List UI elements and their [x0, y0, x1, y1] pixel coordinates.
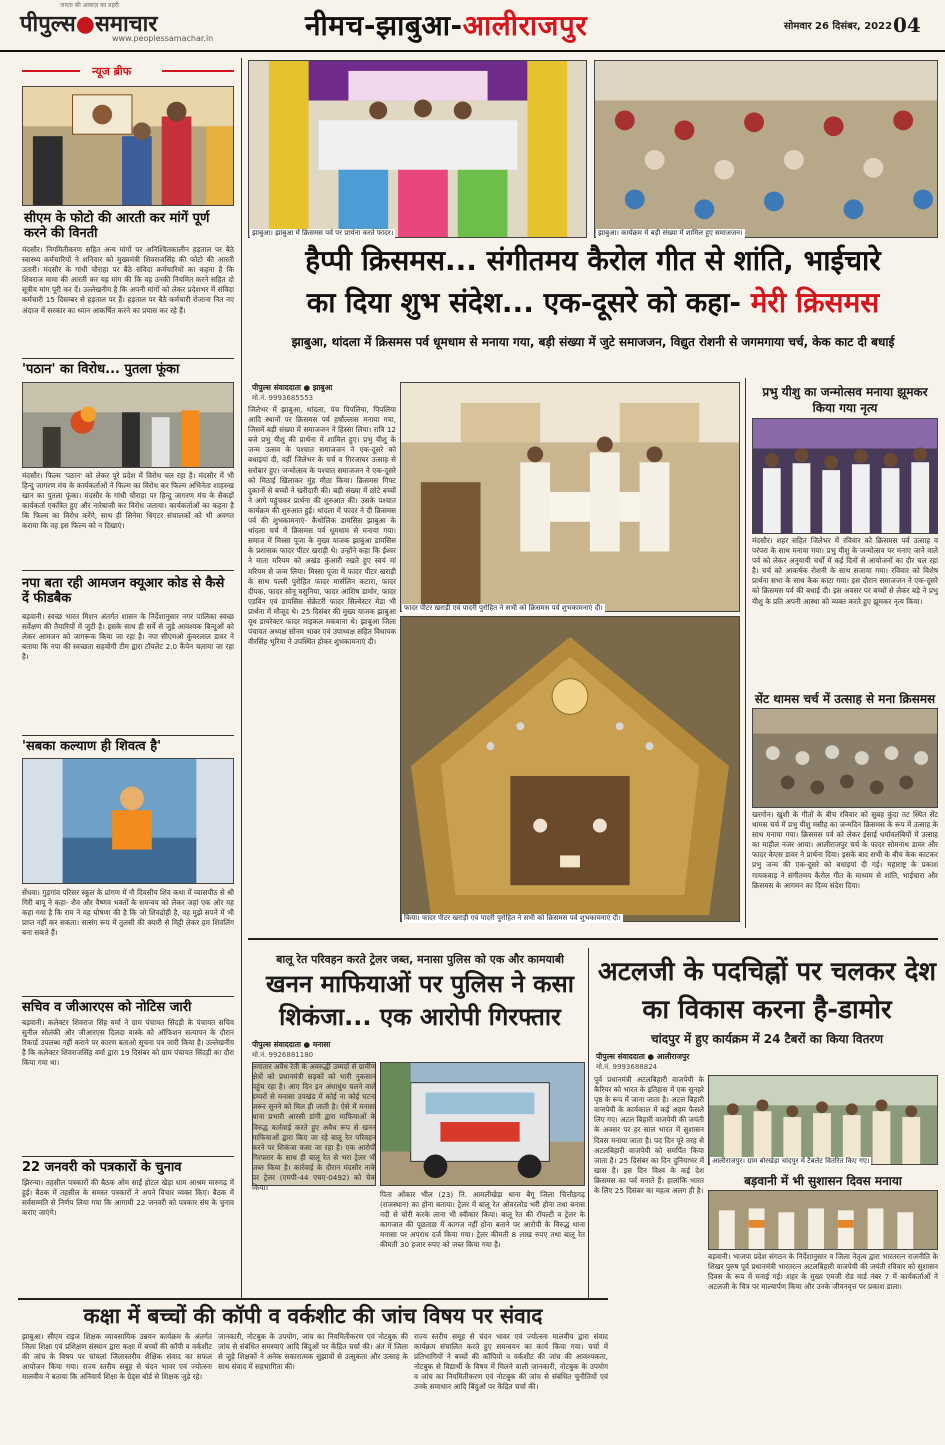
cm-photo-aarti [22, 86, 234, 206]
truck-photo [380, 1062, 585, 1186]
nativity-crib-photo [400, 616, 740, 922]
christmas-byline: पीपुल्स संवाददाता ● झाबुआ [252, 383, 333, 392]
pathan-protest-photo [22, 382, 234, 468]
separator [22, 735, 234, 736]
page-number: 04 [893, 13, 921, 37]
bottom-headline: कक्षा में बच्चों की कॉपी व वर्कशीट की जांच विषय पर संवाद [83, 1304, 543, 1328]
story-cm-body: मंदसौर। निगमितीकरण सहित अन्य मांगों पर अनिश्चितकालीन हड़ताल पर बैठे स्वास्थ्य कर्मचारियों ने शनिवार को मुख्यमंत्री शिवराजसिंह की फोटो की आरती उतारी। मंदसौर के गांधी चौराहा पर बैठे संविदा कर्मचारियों का कहना है कि शिवराज मामा की आरती कर यह मांग की कि वह उनकी नियमित करने सहित दो सूत्रीय मांग पूरी कर दें। उल्लेखनीय है कि अपनी मांगों को लेकर प्रदेशभर में संविदा कर्मचारी 15 दिसम्बर से हड़ताल पर हैं। हड़ताल पर बैठे कर्मचारी रोजाना नित नए अंदाज में सरकार का ध्यान आकर्षित करने का प्रयास कर रहे हैं। [22, 245, 234, 315]
shiv-katha-photo [22, 758, 234, 884]
column-rule [745, 378, 746, 928]
story-notice-body: बड़वानी। कलेक्टर शिवराज सिंह वर्मा ने ग्राम पंचायत सिंदड़ी के पंचायत सचिव सुनील सोलंकी और जीआरएस दिलदा वास्के को ऑफिशन सत्यापन के दौरान रिकार्ड उपलब्ध नहीं कराने पर कारण बताओ सूचना पत्र जारी किया है। उल्लेखनीय है कि कलेक्टर शिवराजसिंह वर्मा द्वारा 19 दिसंबर को ग्राम पंचायत सिंदड़ी का दौरा किया गया था। [22, 1018, 234, 1068]
section-title: नीमच-झाबुआ-आलीराजपुर [305, 9, 588, 42]
christmas-mobile: मो.नं. 9993685553 [252, 394, 314, 402]
column-rule [588, 948, 589, 1298]
atal-body-left: पूर्व प्रधानमंत्री अटलबिहारी वाजपेयी के कैरियर को भारत के इतिहास में एक सुनहरे पृष्ठ के रूप में जाना जाता है। अटल बिहारी वाजपेयी के कार्यकाल में कई अहम फैसले लिए गए। अटल बिहारी वाजपेयी की जयंती के अवसर पर हर साल भारत में सुशासन दिवस मनाया जाता है। पद दिन पूरे तरह से अटलबिहारी वाजपेयी को समर्पित किया जाता है। 25 दिसंबर का दिन दुनियाभर में खास है। इस दिन विश्व के कई देश क्रिसमस का पर्व मनाते हैं। हालांकि भारत के लिए 25 दिसंबर का महत्व अलग ही है। [594, 1075, 704, 1196]
story-pathan-headline: 'पठान' का विरोध... पुतला फूंका [22, 362, 180, 377]
caption-center-2: किया। फादर पीटर खराड़ी एवं पादरी पुरोहित ने सभी को क्रिसमस पर्व शुभकामनाएं दी। [404, 914, 621, 922]
column-rule [241, 58, 242, 1298]
newspaper-logo: पीपुल्स●समाचार [20, 11, 158, 37]
sushasan-headline: बड़वानी में भी सुशासन दिवस मनाया [744, 1174, 902, 1188]
christmas-deck: झाबुआ, थांदला में क्रिसमस पर्व धूमधाम से मनाया गया, बड़ी संख्या में जुटे समाजजन, विद्युत रोशनी से जगमगाया चर्च, केक काट दी बधाई [291, 335, 895, 349]
story-pathan-body: मंदसौर। फिल्म 'पठान' को लेकर पूरे प्रदेश में विरोध चल रहा है। मंदसौर में भी हिन्दु जागरण मंच के कार्यकर्ताओं ने फिल्म का विरोध कर फिल्म अभिनेता शाहरुख खान का पुतला फूंका। मंदसौर के गांधी चौराहा पर हिन्दु जागरण मंच के सैकड़ों कार्यकर्ता एकत्रित हुए और नारेबाजी कर विरोध जताया। कार्यकर्ताओं का कहना है कि फिल्म का विरोध करेंगे, साथ ही सिनेमा थिएटर संचालकों को भी अवगत कराया कि वह इस फिल्म को न दिखाएं। [22, 471, 234, 531]
bottom-col1: झाबुआ। सीएम राइज शिक्षक व्यावसायिक उन्नयन कार्यक्रम के अंतर्गत जिला शिक्षा एवं प्रशिक्षण संस्थान द्वारा कक्षा में बच्चों की कॉपी व वर्कशीट की जांच के विषय पर चांचलां जिलास्तरीय शैक्षिक संवाद का सफल आयोजन किया गया। राज्य स्तरीय सबूह से चंदन भावर एवं ज्योत्स्ना मालवीय ने बताया कि अनिवार्य शिक्षा के ग्रेड्स बोर्ड से शिक्षक जुड़े रहे। [22, 1332, 212, 1382]
mass-photo [400, 382, 740, 612]
separator [22, 358, 234, 359]
right-story2-headline: सेंट थामस चर्च में उत्साह से मना क्रिसमस [754, 692, 936, 706]
right-story1-headline: प्रभु यीशु का जन्मोत्सव मनाया झूमकर किया गया नृत्य [762, 385, 928, 415]
news-brief-label: न्यूज ब्रीफ [22, 61, 234, 81]
atal-deck: चांदपुर में हुए कार्यक्रम में 24 टैबरों का किया वितरण [651, 1032, 883, 1046]
separator [22, 996, 234, 997]
khanan-kicker: बालू रेत परिवहन करते ट्रेलर जब्त, मनासा पुलिस को एक और कामयाबी [276, 953, 564, 966]
atal-headline: अटलजी के पदचिह्नों पर चलकर देश का विकास करना है-डामोर [597, 957, 937, 1025]
separator [22, 1156, 234, 1157]
story-qr-body: बड़वानी। स्वच्छ भारत मिशन अंतर्गत शासन के निर्देशानुसार नगर पालिका स्वच्छ सर्वेक्षण की तैयारियों में जुटी है। इसके साथ ही सर्वे से जुड़े आवश्यक बिन्दुओं को लेकर आमजन को जागरूक किया जा रहा है। नपा सीएमओ कुंवरलाल डावर ने बताया कि नपा की स्वच्छता सहयोगी टीम द्वारा टॉयलेट 2.0 कैंपेन चलाया जा रहा है। [22, 612, 234, 662]
congregation-photo [594, 60, 938, 238]
story-qr-headline: नपा बता रही आमजन क्यूआर कोड से कैसे दें फीडबैक [22, 576, 225, 606]
sushasan-photo [708, 1190, 938, 1250]
logo-tagline: जनता की आवाज़ का प्रहरी [60, 2, 119, 9]
right-story2-body: खरगोन। खुशी के गीतों के बीच रविवार को सुबह कुंदा तट स्थित सेंट थामस चर्च में प्रभु यीशु मसीह का जन्मदिन क्रिसमस के रूप में उत्साह के साथ मनाया गया। क्रिसमस पर्व को लेकर ईसाई धर्मावलंबियों में उत्साह का माहौल नजर आया। आलीराजपुर चर्च के फादर सोमनाथ डामर और फादर केएस डावर ने प्रार्थना दिया। इसके बाद सभी के बीच केक काटकर प्रभु जन्म की एक-दूसरे को बधाइयां दी गई। महाराष्ट्र के प्रकाश गायकवाड़ ने संगीतमय कैरोल गीत के माध्यम से शांति, भाईचारा और क्रिसमस के आगमन का दिव्य संदेश दिया। [752, 810, 938, 890]
christmas-headline: हैप्पी क्रिसमस... संगीतमय कैरोल गीत से शांति, भाईचारे का दिया शुभ संदेश... एक-दूसरे को कहा- मेरी क्रिसमस [305, 244, 881, 319]
caption-top-left: झाबुआ। झाबुआ में क्रिसमस पर्व पर प्रार्थना करते फादर। [252, 229, 394, 237]
separator [18, 1298, 608, 1300]
story-cm-headline: सीएम के फोटो की आरती कर मांगें पूर्ण करने की विनती [24, 211, 210, 241]
atal-mobile: मो.नं. 9993688824 [596, 1063, 658, 1071]
khanan-mobile: मो.नं. 9926881180 [252, 1051, 314, 1059]
khanan-body-top: लगातार अवैध रेती के अवरुद्धी उम्मदों से ग्रामीण क्षेत्रों को प्रधानमंत्री सड़कों को भारी नुकसान पहुंच रहा है। आए दिन इन अंधाधुंध चलने वाले डम्परों से मनासा उपखंड में कोई ना कोई घटना जरूर सुनने को मिल ही जाती है। ऐसे में मनासा थाना प्रभारी आरसी डांगी द्वारा माफियाओं के विरुद्ध कार्रवाई करते हुए अवैध रूप से खनन माफियाओं द्वारा किए जा रहे बालू रेत परिवहन करने पर शिकंजा कसा जा रहा है। एक आरोपी गिरफ्तार के साथ ही बालू रेत से भरा ट्रेलर भी जब्त किया है। कार्रवाई के दौरान मंदसौर नाके पर ट्रेलर (एमपी-44 एचए-0492) को चेक किया। [252, 1062, 376, 1193]
caption-atal-photo: आलीराजपुर। ग्राम बोरखेड़ा चांदपुर में टैबलेट वितरित किए गए। [712, 1157, 870, 1165]
sushasan-body: बड़वानी। भाजपा प्रदेश संगठन के निर्देशानुसार व जिला नेतृत्व द्वारा भारतरत्न राजनीति के शिखर पुरुष पूर्व प्रधानमंत्री भारतरत्न अटलबिहारी वाजपेयी की जयंती रविवार को सुशासन दिवस के रूप में मनाई गई। शहर के मुख्य एमजी रोड वार्ड नंबर 7 में कार्यकर्ताओं ने अटलजी के चित्र पर माल्यार्पण किया और उनके जीवनवृत्त पर प्रकाश डाला। [708, 1252, 938, 1292]
separator [22, 570, 234, 571]
bottom-col2: जानकारी, नोटबुक के उपयोग, जांच का नियमितीकरण एवं नोटबुक की जांच से संबंधित समस्याएं आदि बिंदुओं पर केंद्रित चर्चा की। अंत में जिला से जुड़े शिक्षकों ने अनेक सकारात्मक सुझावों से उत्सुकता और उत्साह के साथ संवाद में सहभागिता की। [218, 1332, 408, 1372]
christmas-body: जिलेभर में झाबुआ, थांदला, पंच पिपलिया, पिपलिया आदि स्थानों पर क्रिसमस पर्व हर्षोल्लास मनाया गया, जिसमें बड़ी संख्या में समाजजन ने हिस्सा लिया। रात्रि 12 बजे प्रभु यीशु की प्रार्थना में शामिल हुए। प्रभु यीशु के जन्म उत्सव के पश्चात समाजजन ने एक-दूसरे को बधाइयां दी, वहीं जिलेभर के चर्च व गिरजाघर उत्साह से सरोबार हुए। जन्मोत्सव के पश्चात समाजजन ने एक-दूसरे को मिठाई खिलाकर मुंह मीठा किया। क्रिसमस गिफ्ट दुकानों से बच्चों ने खरीदारी की। बड़ी संख्या में छोटे बच्चों ने आगे पहुंचकर प्रार्थना की शुरुआत की। उसके पश्चात कार्यक्रम की शुरुआत हुई। थांदला में फादर ने दी क्रिसमस पर्व की शुभकामनाएं- कैथोलिक डायसिस झाबुआ के थांदला चर्च में क्रिसमस पर्व धूमधाम से मनाया गया। समाज में मिस्सा पूजा के मुख्य याजक झाबुआ डायसिस के प्रशासक फादर पीटर खराड़ी थे। उन्होंने कहा कि ईश्वर ने माता मरियम को अखंड कुंआरी रखते हुए स्वयं मां मरियम से जन्म लिया। मिस्सा पूजा में फादर पीटर खराड़ी के साथ पल्ली पुरोहित फादर मार्सलिन कटारा, फादर दीपक, फादर सोनू वसुनिया, फादर आशिष डामोर, फादर एडविन एवं डायसिस सेक्रेटरी फादर सिल्वेस्टर मेडा भी प्रार्थना में मौजूद थे। 25 दिसंबर की मुख्य याजक झाबुआ यूथ डायरेक्टर फादर माइकल मकवाना थे। झाबुआ जिला पंचायत अध्यक्ष सोनम भाबर एवं उपाध्यक्ष सहित विधायक वीरसिंह भूरिया ने उपस्थित होकर शुभकामनाएं दी। [248, 405, 396, 647]
tablet-distribution-photo [708, 1075, 938, 1165]
caption-center-1: फादर पीटर खराड़ी एवं पादरी पुरोहित ने सभी को क्रिसमस पर्व शुभकामनाएं दी। [404, 604, 603, 612]
story-notice-headline: सचिव व जीआरएस को नोटिस जारी [22, 1000, 192, 1015]
story-shiv-headline: 'सबका कल्याण ही शिवत्व है' [22, 739, 162, 754]
bottom-col3: राज्य स्तरीय समूह से चंदन भावर एवं ज्योत्स्ना मालवीय द्वारा संवाद कार्यक्रम संचालित करते हुए समन्वयन का कार्य किया गया। चर्चा में प्रतिभागियों ने बच्चों की कॉपियों व वर्कशीट की जांच की आवश्यकता, नोटबुक से विद्यार्थी के विषय में मिलने वाली जानकारी, नोटबुक के उपयोग व जांच का नियमितीकरण एवं नोटबुक की जांच से संबंधित चुनौतियों एवं उनके समाधान आदि बिंदुओं पर केंद्रित चर्चा की। [414, 1332, 608, 1392]
story-shiv-body: सेंधवा। गुड़गांव परिसर स्कूल के प्रांगण में नौ दिवसीय शिव कथा में व्यासपीठ से श्री गिरी बापू ने कहा- शैव और वैष्णव भक्तों के समन्वय को लेकर जहां एक ओर यह कहा गया है कि राम ने यह घोषणा की है कि जो शिवद्रोही है, वह मुझे सपने में भी प्राप्त नहीं कर सकता। सत्संग रूप में तुलसी की क्यारी से मिट्टी लेकर हम शिवलिंग बना सकते हैं। [22, 888, 234, 938]
st-thomas-photo [752, 708, 938, 808]
story-election-body: झिरन्या। तहसील पत्रकारों की बैठक ओम साईं होटल खेड़ा धाम आश्रम मारुगढ़ में हुई। बैठक में तहसील के समस्त पत्रकारों ने अपने विचार व्यक्त किए। बैठक में सर्वसम्मति से निर्णय लिया गया कि आगामी 22 जनवरी को पत्रकार संघ के चुनाव कराए जाएंगे। [22, 1178, 234, 1218]
khanan-headline: खनन माफियाओं पर पुलिस ने कसा शिकंजा... एक आरोपी गिरफ्तार [266, 970, 574, 1031]
khanan-body-bottom: पिता ओंकार भील (23) नि. आमलीखेड़ा थाना बैगू जिला चित्तौड़गढ़ (राजस्थान) का होना बताया। ट्रेलर में बालू रेत ओवरलोड भरी होना तथा बनास नदी से चोरी करके लाना भी स्वीकार किया। बालू रेत की रॉयल्टी व ट्रेलर के कागजात की पूछताछ में कागज नहीं होना बताने पर आरोपी के विरुद्ध थाना मनासा पर अपराध दर्ज किया गया। ट्रेलर कीमती 8 लाख रुपए तथा बालू रेत कीमती 30 हजार रुपए को जब्त किया गया है। [380, 1190, 585, 1250]
khanan-byline: पीपुल्स संवाददाता ● मनासा [252, 1040, 331, 1049]
right-story1-body: मंदसौर। शहर सहित जिलेभर में रविवार को क्रिसमस पर्व उत्साह व परंपरा के साथ मनाया गया। प्रभु यीशु के जन्मोत्सव पर मनाए जाने वाले पर्व को लेकर अनुयायी चर्चों में कई दिनों से आयोजनों का दौर चल रहा है। चर्च को आकर्षक रोशनी के साथ सजाया गया। रविवार को विशेष प्रार्थना सभा के साथ केक काटा गया। इस दौरान समाजजन ने एक-दूसरे को क्रिसमस पर्व की बधाई दी। इस अवसर पर बच्चों से लेकर बड़े ने प्रभु यीशु के प्रति अपनी आस्था को व्यक्त करते हुए झूमकर नृत्य किया। [752, 536, 938, 606]
dance-photo [752, 418, 938, 534]
atal-byline: पीपुल्स संवाददाता ● आलीराजपुर [596, 1052, 690, 1061]
story-election-headline: 22 जनवरी को पत्रकारों के चुनाव [22, 1160, 182, 1175]
separator [248, 938, 938, 940]
church-altar-photo [248, 60, 587, 238]
website-url: www.peoplessamachar.in [112, 34, 214, 43]
issue-date: सोमवार 26 दिसंबर, 2022 [784, 21, 893, 32]
masthead [0, 0, 945, 52]
caption-top-right: झाबुआ। कार्यक्रम में बड़ी संख्या में शामिल हुए समाजजन। [598, 229, 743, 237]
